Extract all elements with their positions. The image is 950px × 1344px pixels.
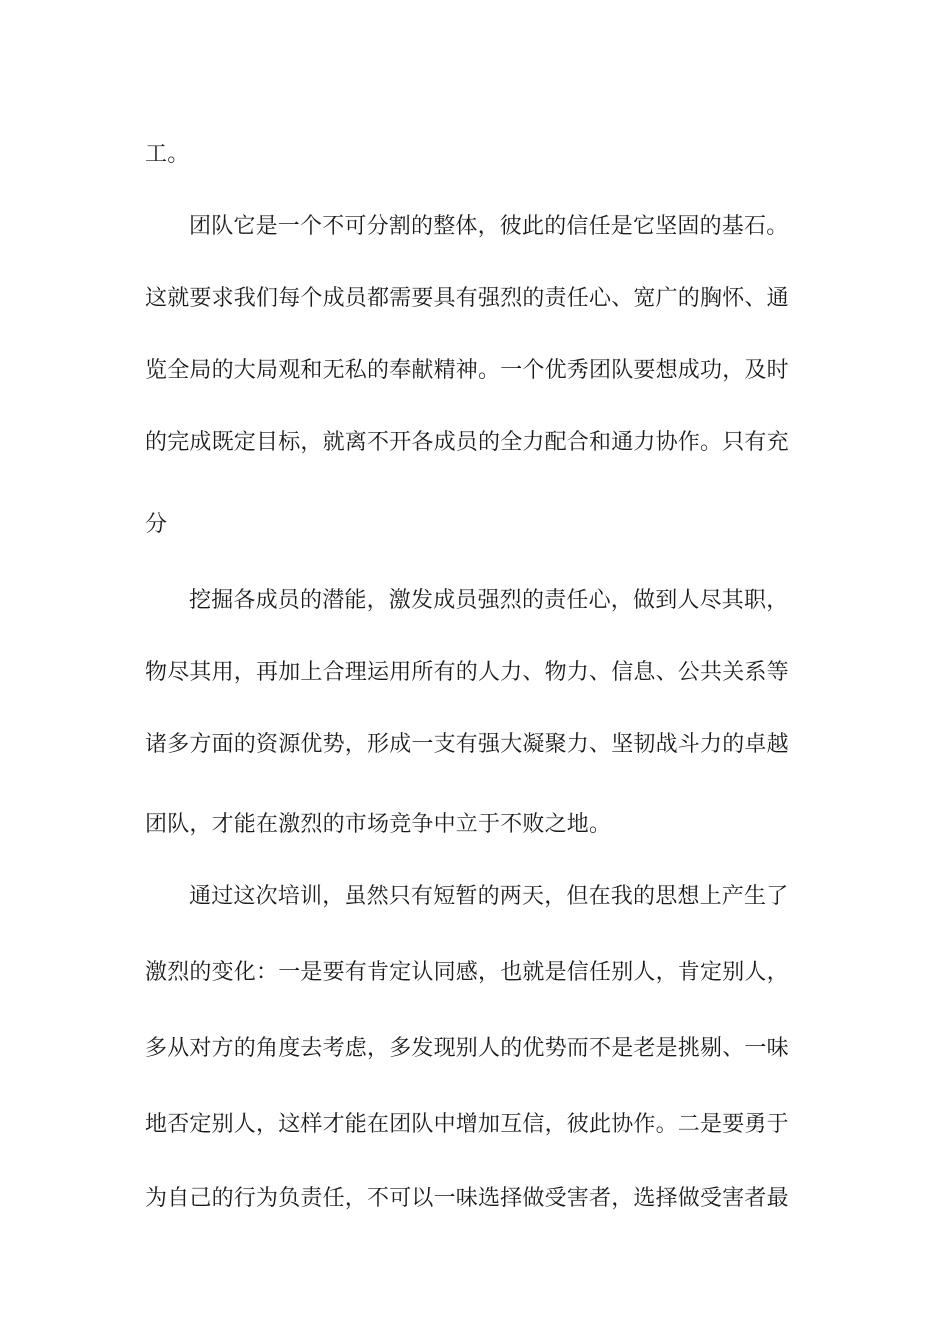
text-line: 激烈的变化：一是要有肯定认同感，也就是信任别人，肯定别人， — [145, 960, 789, 985]
text-line: 的完成既定目标，就离不开各成员的全力配合和通力协作。只有充 — [145, 430, 789, 455]
text-line: 多从对方的角度去考虑，多发现别人的优势而不是老是挑剔、一味 — [145, 1036, 789, 1061]
text-line: 工。 — [145, 142, 190, 167]
paragraph-first-line: 挖掘各成员的潜能，激发成员强烈的责任心，做到人尽其职， — [189, 588, 789, 613]
text-line: 为自己的行为负责任，不可以一味选择做受害者，选择做受害者最 — [145, 1186, 789, 1211]
paragraph-first-line: 团队它是一个不可分割的整体，彼此的信任是它坚固的基石。 — [189, 214, 789, 239]
text-line: 这就要求我们每个成员都需要具有强烈的责任心、宽广的胸怀、通 — [145, 286, 789, 311]
text-line: 分 — [145, 512, 168, 537]
text-line: 地否定别人，这样才能在团队中增加互信，彼此协作。二是要勇于 — [145, 1112, 789, 1137]
text-line: 览全局的大局观和无私的奉献精神。一个优秀团队要想成功，及时 — [145, 358, 789, 383]
text-line: 团队，才能在激烈的市场竞争中立于不败之地。 — [145, 812, 612, 837]
text-line: 物尽其用，再加上合理运用所有的人力、物力、信息、公共关系等 — [145, 660, 789, 685]
text-line: 诸多方面的资源优势，形成一支有强大凝聚力、坚韧战斗力的卓越 — [145, 732, 789, 757]
paragraph-first-line: 通过这次培训，虽然只有短暂的两天，但在我的思想上产生了 — [189, 884, 789, 909]
